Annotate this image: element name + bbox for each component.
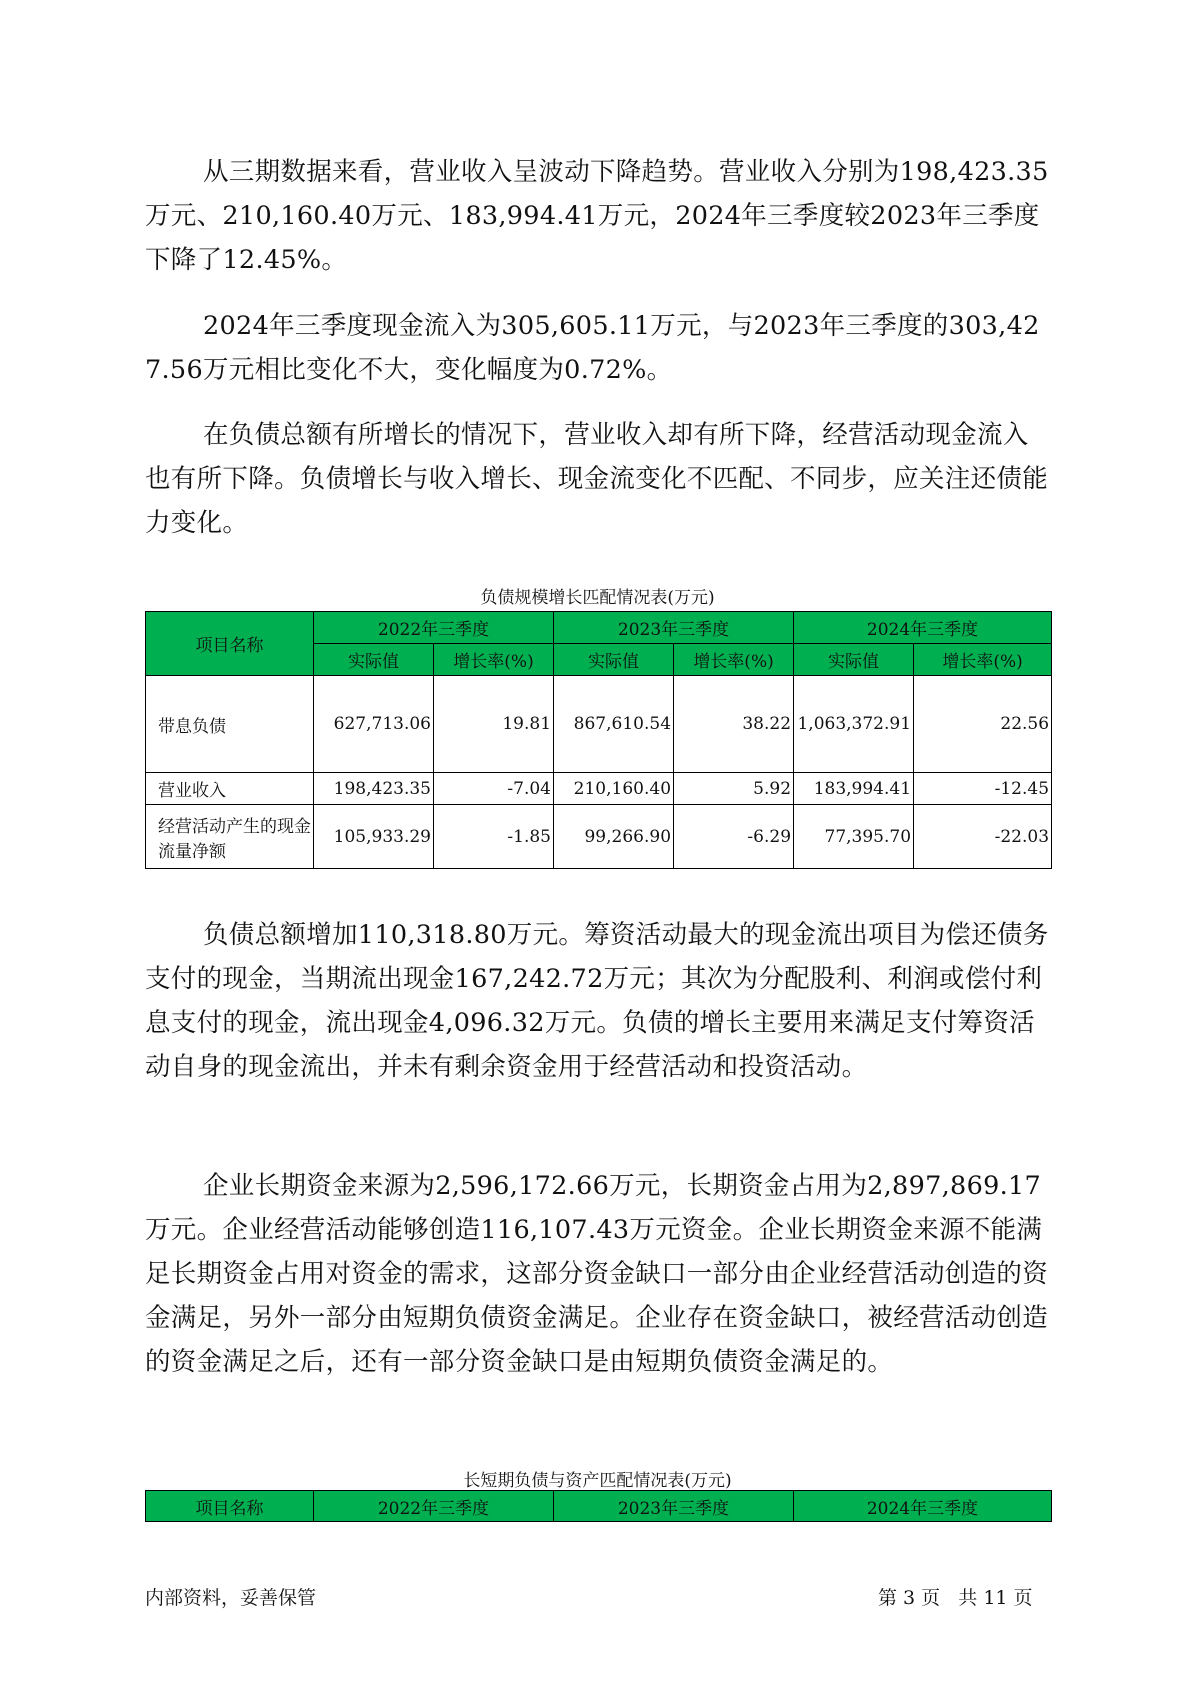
cell-value: -12.45 xyxy=(914,773,1052,805)
table1-sub-actual: 实际值 xyxy=(554,644,674,676)
table1-sub-growth: 增长率(%) xyxy=(434,644,554,676)
cell-value: 19.81 xyxy=(434,676,554,773)
row-label: 经营活动产生的现金流量净额 xyxy=(146,805,314,869)
table1-sub-growth: 增长率(%) xyxy=(914,644,1052,676)
cell-value: 867,610.54 xyxy=(554,676,674,773)
cell-value: 22.56 xyxy=(914,676,1052,773)
table1-sub-actual: 实际值 xyxy=(314,644,434,676)
paragraph-financing-cashflow: 负债总额增加110,318.80万元。筹资活动最大的现金流出项目为偿还债务支付的现金，当期流出现金167,242.72万元；其次为分配股利、利润或偿付利息支付的现金，流出现金4,096.32万元。负债的增长主要用来满足支付筹资活动自身的现金流出，并未有剩余资金用于经营活动和投资活动。 xyxy=(145,920,1049,1082)
table-row xyxy=(146,805,1052,869)
cell-value: -7.04 xyxy=(434,773,554,805)
debt-growth-table xyxy=(145,611,1052,869)
paragraph-debt-mismatch: 在负债总额有所增长的情况下，营业收入却有所下降，经营活动现金流入也有所下降。负债增长与收入增长、现金流变化不匹配、不同步，应关注还债能力变化。 xyxy=(145,420,1049,538)
row-label: 带息负债 xyxy=(146,676,314,773)
table2-period-2022: 2022年三季度 xyxy=(314,1491,554,1522)
table-row xyxy=(146,676,1052,773)
cell-value: 105,933.29 xyxy=(314,805,434,869)
footer-page-number: 第 3 页 共 11 页 xyxy=(878,1587,1033,1609)
cell-value: 99,266.90 xyxy=(554,805,674,869)
cell-value: 1,063,372.91 xyxy=(794,676,914,773)
table2-item-header: 项目名称 xyxy=(146,1491,314,1522)
cell-value: -1.85 xyxy=(434,805,554,869)
cell-value: 77,395.70 xyxy=(794,805,914,869)
table1-sub-actual: 实际值 xyxy=(794,644,914,676)
table1-header-row xyxy=(146,612,1052,644)
paragraph-revenue-trend: 从三期数据来看，营业收入呈波动下降趋势。营业收入分别为198,423.35万元、210,160.40万元、183,994.41万元，2024年三季度较2023年三季度下降了12.45%。 xyxy=(145,157,1049,275)
cell-value: -6.29 xyxy=(674,805,794,869)
cell-value: 38.22 xyxy=(674,676,794,773)
cell-value: 210,160.40 xyxy=(554,773,674,805)
table2-period-2023: 2023年三季度 xyxy=(554,1491,794,1522)
table2-header-row xyxy=(146,1491,1052,1522)
table1-period-2022: 2022年三季度 xyxy=(314,612,554,644)
table1-period-2023: 2023年三季度 xyxy=(554,612,794,644)
footer-confidential-note: 内部资料，妥善保管 xyxy=(145,1587,317,1609)
paragraph-long-term-funds: 企业长期资金来源为2,596,172.66万元，长期资金占用为2,897,869.17万元。企业经营活动能够创造116,107.43万元资金。企业长期资金来源不能满足长期资金占用对资金的需求，这部分资金缺口一部分由企业经营活动创造的资金满足，另外一部分由短期负债资金满足。企业存在资金缺口，被经营活动创造的资金满足之后，还有一部分资金缺口是由短期负债资金满足的。 xyxy=(145,1171,1049,1377)
cell-value: 5.92 xyxy=(674,773,794,805)
row-label: 营业收入 xyxy=(146,773,314,805)
table1-sub-growth: 增长率(%) xyxy=(674,644,794,676)
table-row xyxy=(146,773,1052,805)
debt-asset-match-table xyxy=(145,1490,1052,1522)
table1-caption: 负债规模增长匹配情况表(万元) xyxy=(480,588,715,608)
cell-value: 183,994.41 xyxy=(794,773,914,805)
table2-period-2024: 2024年三季度 xyxy=(794,1491,1052,1522)
cell-value: 627,713.06 xyxy=(314,676,434,773)
table1-item-header: 项目名称 xyxy=(146,612,314,676)
table1-period-2024: 2024年三季度 xyxy=(794,612,1052,644)
paragraph-cash-inflow: 2024年三季度现金流入为305,605.11万元，与2023年三季度的303,427.56万元相比变化不大，变化幅度为0.72%。 xyxy=(145,311,1040,385)
table2-caption: 长短期负债与资产匹配情况表(万元) xyxy=(463,1471,732,1491)
cell-value: 198,423.35 xyxy=(314,773,434,805)
cell-value: -22.03 xyxy=(914,805,1052,869)
